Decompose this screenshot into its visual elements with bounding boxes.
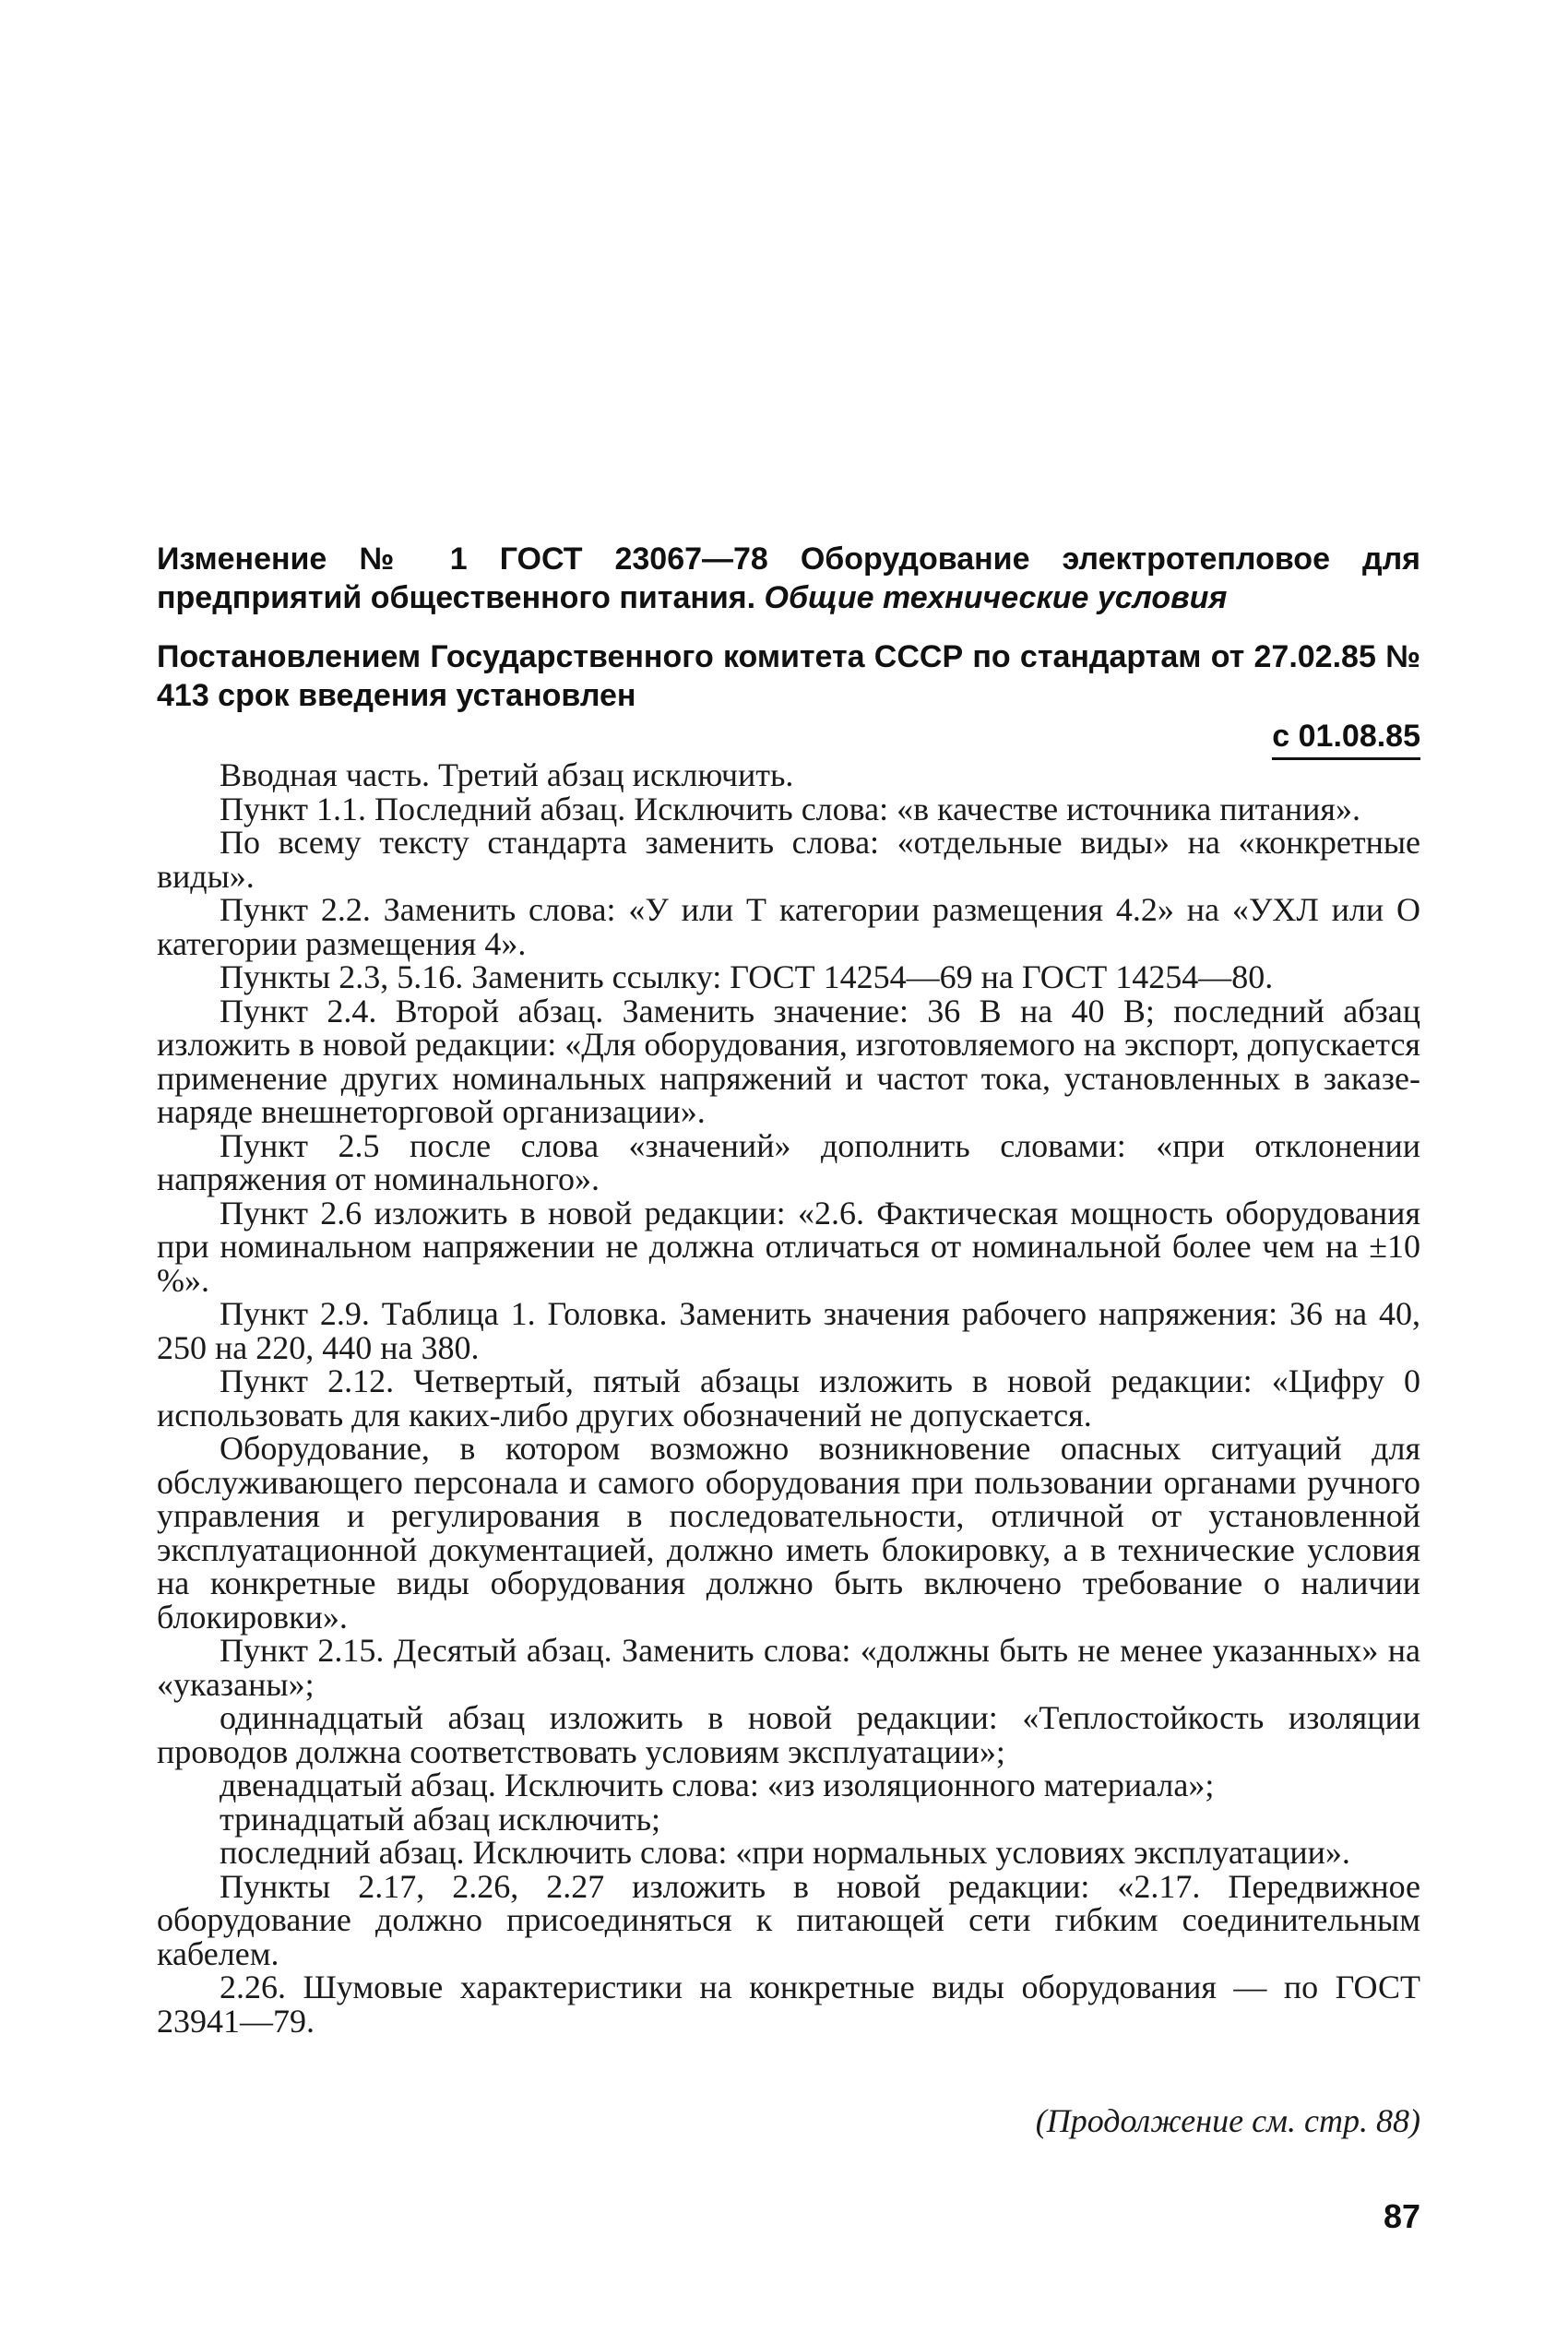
paragraph: Пункт 2.9. Таблица 1. Головка. Заменить значения рабочего напряжения: 36 на 40, 250 на 220, 440 на 380.	[157, 1295, 1420, 1366]
continuation-note: (Продолжение см. стр. 88)	[1035, 2102, 1420, 2139]
paragraph: Пункт 2.4. Второй абзац. Заменить значение: 36 В на 40 В; последний абзац изложить в новой редакции: «Для оборудования, изготовляемого на экспорт, допускается применение других номинальных напряжений и частот тока, установленных в заказе-наряде внешнеторговой организации».	[157, 992, 1420, 1130]
effective-date: с 01.08.85	[1272, 717, 1420, 760]
paragraph: Пункты 2.17, 2.26, 2.27 изложить в новой редакции: «2.17. Передвижное оборудование должно присоединяться к питающей сети гибким соединительным кабелем.	[157, 1867, 1420, 1972]
effective-date-row	[157, 717, 1420, 760]
amendment-title-rest: Общие технические условия	[764, 580, 1228, 615]
paragraph: Пункт 2.15. Десятый абзац. Заменить слова: «должны быть не менее указанных» на «указаны»;	[157, 1632, 1420, 1703]
page-number: 87	[1383, 2197, 1420, 2235]
paragraph: Пункт 2.2. Заменить слова: «У или Т категории размещения 4.2» на «УХЛ или О категории размещения 4».	[157, 891, 1420, 962]
paragraph: последний абзац. Исключить слова: «при нормальных условиях эксплуатации».	[220, 1834, 1350, 1871]
amendment-body	[157, 758, 1420, 2038]
paragraph: Пункт 1.1. Последний абзац. Исключить слова: «в качестве источника питания».	[220, 790, 1360, 827]
paragraph: По всему тексту стандарта заменить слова: «отдельные виды» на «конкретные виды».	[157, 824, 1420, 895]
amendment-title-lead: Изменение № 1 ГОСТ 23067—78 Оборудование электротепловое для предприятий общественного питания.	[157, 541, 1420, 615]
paragraph: Пункты 2.3, 5.16. Заменить ссылку: ГОСТ 14254—69 на ГОСТ 14254—80.	[220, 958, 1274, 995]
paragraph: Пункт 2.5 после слова «значений» дополнить словами: «при отклонении напряжения от номинального».	[157, 1126, 1420, 1197]
paragraph: Оборудование, в котором возможно возникновение опасных ситуаций для обслуживающего персонала и самого оборудования при пользовании органами ручного управления и регулирования в последовательности, отличной от установленной эксплуатационной документацией, должно иметь блокировку, а в технические условия на конкретные виды оборудования должно быть включено требование о наличии блокировки».	[157, 1430, 1420, 1636]
paragraph: тринадцатый абзац исключить;	[220, 1800, 661, 1838]
paragraph: 2.26. Шумовые характеристики на конкретные виды оборудования — по ГОСТ 23941—79.	[157, 1969, 1420, 2040]
decree-statement: Постановлением Государственного комитета СССР по стандартам от 27.02.85 № 413 срок введения установлен	[157, 639, 1420, 713]
paragraph: Пункт 2.12. Четвертый, пятый абзацы изложить в новой редакции: «Цифру 0 использовать для каких-либо других обозначений не допускается.	[157, 1362, 1420, 1434]
amendment-header	[157, 540, 1420, 760]
paragraph: Пункт 2.6 изложить в новой редакции: «2.6. Фактическая мощность оборудования при номинальном напряжении не должна отличаться от номинальной более чем на ±10 %».	[157, 1194, 1420, 1299]
paragraph: Вводная часть. Третий абзац исключить.	[220, 756, 794, 793]
paragraph: одиннадцатый абзац изложить в новой редакции: «Теплостойкость изоляции проводов должна соответствовать условиям эксплуатации»;	[157, 1699, 1420, 1770]
amendment-title	[157, 540, 1420, 617]
paragraph: двенадцатый абзац. Исключить слова: «из изоляционного материала»;	[220, 1767, 1215, 1803]
